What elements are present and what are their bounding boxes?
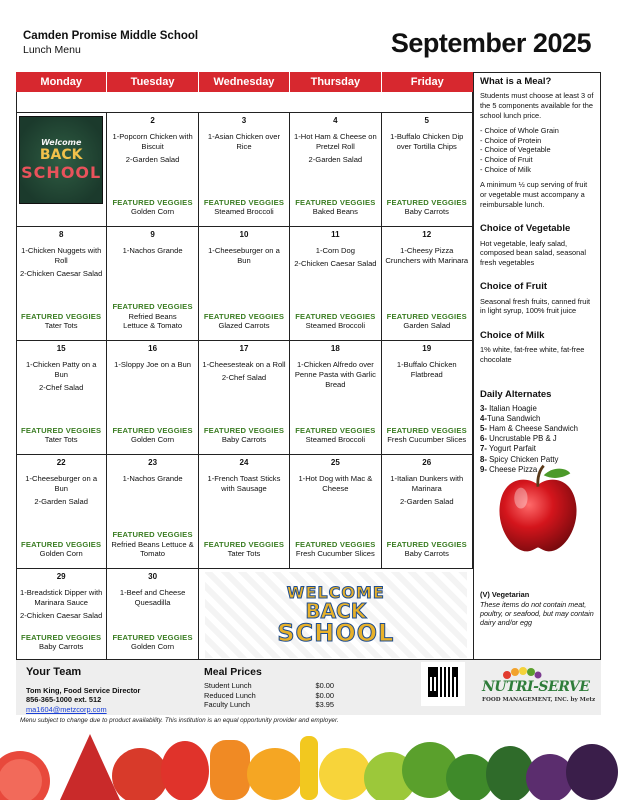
week-row	[16, 227, 473, 341]
featured-veggies-label: FEATURED VEGGIES	[386, 539, 467, 549]
menu-item: 1-Nachos Grande	[122, 246, 183, 256]
footer-bar	[16, 660, 601, 715]
featured-veggies-block	[385, 198, 469, 217]
featured-veggies-block	[110, 198, 194, 217]
date-number: 5	[424, 116, 429, 125]
weekday-monday: Monday	[16, 72, 107, 92]
banner-school: SCHOOL	[277, 619, 395, 647]
day-cell	[107, 113, 198, 226]
menu-subtitle: Lunch Menu	[23, 44, 81, 56]
day-cell	[382, 341, 473, 454]
alternate-name: Yogurt Parfait	[486, 444, 536, 454]
sidebar	[473, 72, 601, 660]
alternate-number: 5-	[480, 424, 487, 434]
week-row	[16, 455, 473, 569]
alternate-name: Ham & Cheese Sandwich	[486, 424, 578, 434]
date-number: 26	[422, 458, 432, 467]
school-name: Camden Promise Middle School	[23, 30, 199, 42]
featured-veggie: Refried Beans Lettuce & Tomato	[111, 539, 194, 559]
featured-veggies-block	[110, 426, 194, 445]
component-item: - Choice of Fruit	[480, 155, 533, 165]
menu-item: 2-Garden Salad	[34, 496, 88, 506]
menu-item: 1-Asian Chicken over Rice	[207, 132, 281, 151]
menu-item: 1-French Toast Sticks with Sausage	[207, 474, 281, 493]
featured-veggie: Golden Corn	[131, 207, 175, 217]
menu-item: 1-Popcorn Chicken with Biscuit	[112, 132, 193, 151]
price-row	[204, 691, 334, 701]
vegetarian-note	[480, 590, 596, 628]
team-title: Your Team	[26, 666, 82, 678]
component-item: - Choice of Milk	[480, 164, 531, 174]
menu-item: 2-Chicken Caesar Salad	[20, 268, 103, 278]
banner-back: BACK	[305, 599, 367, 623]
featured-veggies-label: FEATURED VEGGIES	[386, 311, 467, 321]
date-number: 25	[330, 458, 340, 467]
welcome-back-banner	[199, 569, 473, 661]
featured-veggies-label: FEATURED VEGGIES	[112, 632, 193, 642]
featured-veggies-block	[293, 312, 377, 331]
vegetarian-title: (V) Vegetarian	[480, 590, 530, 599]
menu-item: 1-Chicken Patty on a Bun	[25, 360, 97, 379]
price-list	[204, 681, 334, 710]
alternate-item	[480, 414, 595, 424]
featured-veggie: Lettuce & Tomato	[123, 321, 183, 331]
day-cell	[16, 455, 107, 568]
day-cell	[382, 455, 473, 568]
featured-veggie: Tater Tots	[44, 435, 78, 445]
banner-image	[205, 572, 467, 658]
featured-veggie: Steamed Broccoli	[305, 321, 366, 331]
chalkboard-welcome: Welcome	[40, 138, 82, 147]
date-number: 15	[56, 344, 66, 353]
component-item: - Choice of Protein	[480, 135, 542, 145]
chalkboard-school: SCHOOL	[21, 163, 102, 182]
weekday-friday: Friday	[382, 72, 473, 92]
date-number: 29	[56, 572, 66, 581]
header-spacer-row	[16, 92, 473, 113]
team-phone: 856-365-1000 ext. 512	[26, 695, 102, 704]
featured-veggies-label: FEATURED VEGGIES	[295, 425, 376, 435]
menu-item: 1-Sloppy Joe on a Bun	[114, 360, 191, 370]
day-cell	[199, 455, 290, 568]
alternate-name: Italian Hoagie	[486, 403, 537, 413]
featured-veggies-label: FEATURED VEGGIES	[203, 311, 285, 321]
menu-item: 1-Hot Dog with Mac & Cheese	[298, 474, 373, 493]
featured-veggies-label: FEATURED VEGGIES	[386, 197, 467, 207]
month-title: September 2025	[390, 28, 591, 58]
price-value: $0.00	[315, 681, 334, 690]
component-item: - Choice of Vegetable	[480, 145, 551, 155]
featured-veggie: Glazed Carrots	[218, 321, 270, 331]
day-cell	[199, 341, 290, 454]
featured-veggies-block	[293, 426, 377, 445]
chalkboard-image	[19, 116, 103, 204]
day-cell	[16, 227, 107, 340]
meal-title: What is a Meal?	[480, 76, 552, 87]
featured-veggie: Baby Carrots	[39, 642, 84, 652]
vegetarian-text: These items do not contain meat, poultry, or seafood, but may contain dairy and/or egg	[480, 599, 594, 628]
day-cell	[16, 341, 107, 454]
alternate-number: 6-	[480, 434, 487, 444]
components-list	[480, 126, 595, 174]
week-row	[16, 569, 473, 661]
alternate-number: 9-	[480, 464, 487, 474]
day-cell	[107, 455, 198, 568]
alternate-number: 8-	[480, 454, 487, 464]
alternate-item	[480, 424, 595, 434]
week-row	[16, 341, 473, 455]
alternate-number: 7-	[480, 444, 487, 454]
date-number: 9	[150, 230, 155, 239]
featured-veggies-label: FEATURED VEGGIES	[295, 311, 376, 321]
featured-veggies-block	[202, 198, 286, 217]
price-value: $0.00	[315, 690, 334, 700]
date-number: 22	[56, 458, 66, 467]
produce-border-image	[0, 726, 618, 800]
featured-veggie: Golden Corn	[131, 435, 175, 445]
featured-veggies-block	[19, 540, 103, 559]
logo-dots-icon	[502, 666, 542, 680]
day-cell	[290, 455, 381, 568]
featured-veggies-label: FEATURED VEGGIES	[203, 539, 285, 549]
prices-title: Meal Prices	[204, 666, 262, 678]
logo-subtitle: FOOD MANAGEMENT, INC. by Metz	[482, 697, 596, 703]
menu-item: 1-Cheeseburger on a Bun	[25, 474, 98, 493]
featured-veggies-label: FEATURED VEGGIES	[112, 301, 193, 311]
featured-veggies-label: FEATURED VEGGIES	[295, 539, 376, 549]
menu-item: 1-Italian Dunkers with Marinara	[390, 474, 464, 493]
date-number: 11	[331, 230, 340, 239]
featured-veggies-label: FEATURED VEGGIES	[21, 425, 102, 435]
date-number: 10	[239, 230, 249, 239]
alternate-number: 4-	[480, 414, 487, 424]
featured-veggie: Fresh Cucumber Slices	[295, 549, 375, 559]
price-label: Faculty Lunch	[204, 700, 251, 710]
disclaimer: Menu subject to change due to product availability. This institution is an equal opportunity provider and employer.	[20, 717, 339, 724]
alternate-name: Spicy Chicken Patty	[486, 454, 559, 464]
day-cell	[16, 569, 107, 661]
weekday-wednesday: Wednesday	[199, 72, 290, 92]
date-number: 12	[422, 230, 432, 239]
featured-veggie: Tater Tots	[227, 549, 261, 559]
price-row	[204, 700, 334, 710]
menu-item: 2-Chicken Caesar Salad	[294, 258, 377, 268]
featured-veggie: Baked Beans	[312, 207, 358, 217]
alternates-title: Daily Alternates	[480, 388, 552, 400]
menu-item: 1-Breadstick Dipper with Marinara Sauce	[20, 588, 103, 607]
weekday-thursday: Thursday	[290, 72, 381, 92]
menu-item: 2-Chef Salad	[39, 382, 84, 392]
day-cell	[107, 569, 198, 661]
day-cell	[107, 227, 198, 340]
menu-item: 2-Chef Salad	[221, 372, 267, 382]
menu-item: 1-Hot Ham & Cheese on Pretzel Roll	[294, 132, 377, 151]
chalkboard-back: BACK	[39, 147, 83, 163]
featured-veggies-label: FEATURED VEGGIES	[21, 311, 102, 321]
price-value: $3.95	[315, 700, 334, 710]
featured-veggies-label: FEATURED VEGGIES	[21, 632, 102, 642]
featured-veggies-block	[385, 426, 469, 445]
featured-veggie: Baby Carrots	[221, 435, 267, 445]
featured-veggies-label: FEATURED VEGGIES	[21, 539, 102, 549]
qr-code-icon[interactable]	[426, 665, 460, 699]
featured-veggies-block	[19, 633, 103, 652]
milk-text: 1% white, fat-free white, fat-free chocolate	[480, 345, 585, 364]
featured-veggies-block	[110, 302, 194, 331]
price-row	[204, 681, 334, 691]
weekday-header	[16, 72, 473, 92]
featured-veggies-label: FEATURED VEGGIES	[112, 197, 193, 207]
featured-veggies-block	[202, 540, 286, 559]
featured-veggies-label: FEATURED VEGGIES	[203, 197, 285, 207]
featured-veggie: Baby Carrots	[404, 549, 449, 559]
featured-veggies-block	[110, 530, 194, 559]
alternate-number: 3-	[480, 403, 487, 413]
menu-item: 1-Chicken Alfredo over Penne Pasta with Garlic Bread	[294, 360, 376, 389]
featured-veggie: Garden Salad	[403, 321, 451, 331]
milk-title: Choice of Milk	[480, 330, 545, 342]
vegetable-title: Choice of Vegetable	[480, 223, 571, 235]
apple-icon	[490, 462, 586, 557]
calendar-grid	[16, 72, 473, 661]
component-item: - Choice of Whole Grain	[480, 126, 559, 136]
menu-item: 1-Buffalo Chicken Dip over Tortilla Chips	[390, 132, 464, 151]
date-number: 2	[150, 116, 155, 125]
price-label: Student Lunch	[204, 681, 252, 690]
fruit-text: Seasonal fresh fruits, canned fruit in light syrup, 100% fruit juice	[480, 296, 591, 316]
menu-item: 2-Garden Salad	[308, 154, 363, 164]
date-number: 18	[330, 344, 340, 353]
team-director: Tom King, Food Service Director	[26, 686, 141, 695]
menu-item: 1-Nachos Grande	[122, 474, 183, 484]
featured-veggie: Baby Carrots	[404, 207, 449, 217]
date-number: 30	[148, 572, 158, 581]
featured-veggie: Steamed Broccoli	[305, 435, 366, 445]
menu-item: 1-Cheesesteak on a Roll	[202, 360, 286, 370]
featured-veggie: Tater Tots	[44, 321, 78, 331]
nutri-serve-logo: NUTRI-SERVE	[482, 679, 590, 695]
fruit-title: Choice of Fruit	[480, 281, 548, 293]
featured-veggies-label: FEATURED VEGGIES	[386, 425, 467, 435]
alternate-item	[480, 444, 595, 454]
featured-veggies-block	[293, 540, 377, 559]
featured-veggie: Refried Beans	[128, 311, 177, 321]
menu-item: 1-Cheeseburger on a Bun	[208, 246, 280, 265]
day-cell	[199, 113, 290, 226]
featured-veggies-block	[202, 426, 286, 445]
date-number: 19	[422, 344, 432, 353]
date-number: 24	[239, 458, 249, 467]
alternate-name: Cheese Pizza	[486, 464, 538, 474]
alternate-name: Tuna Sandwich	[486, 414, 541, 424]
featured-veggies-label: FEATURED VEGGIES	[112, 425, 193, 435]
featured-veggies-block	[19, 426, 103, 445]
featured-veggie: Steamed Broccoli	[214, 207, 274, 217]
date-number: 4	[333, 116, 338, 125]
featured-veggies-block	[110, 633, 194, 652]
featured-veggies-block	[293, 198, 377, 217]
menu-item: 2-Garden Salad	[399, 496, 454, 506]
banner-welcome: WELCOME	[286, 583, 385, 602]
back-to-school-chalkboard	[16, 113, 107, 226]
menu-item: 1-Cheesy Pizza Crunchers with Marinara	[385, 246, 469, 265]
menu-item: 1-Beef and Cheese Quesadilla	[119, 588, 186, 607]
featured-veggies-label: FEATURED VEGGIES	[295, 197, 376, 207]
alternate-item	[480, 434, 595, 444]
featured-veggies-label: FEATURED VEGGIES	[203, 425, 285, 435]
day-cell	[290, 227, 381, 340]
featured-veggies-block	[385, 540, 469, 559]
featured-veggies-block	[19, 312, 103, 331]
featured-veggie: Fresh Cucumber Slices	[387, 435, 467, 445]
menu-item: 1-Corn Dog	[315, 246, 355, 256]
featured-veggies-block	[385, 312, 469, 331]
menu-item: 1-Buffalo Chicken Flatbread	[396, 360, 457, 379]
price-label: Reduced Lunch	[204, 690, 256, 700]
date-number: 16	[148, 344, 158, 353]
day-cell	[290, 341, 381, 454]
weekday-tuesday: Tuesday	[107, 72, 198, 92]
minimum-text: A minimum ½ cup serving of fruit or vegetable must accompany a reimbursable lunch.	[480, 180, 588, 209]
meal-text: Students must choose at least 3 of the 5 components available for the school lunch price.	[480, 91, 594, 120]
date-number: 3	[241, 116, 247, 125]
day-cell	[199, 227, 290, 340]
featured-veggies-label: FEATURED VEGGIES	[112, 529, 193, 539]
day-cell	[382, 113, 473, 226]
date-number: 23	[148, 458, 158, 467]
date-number: 8	[58, 230, 64, 239]
team-email-link[interactable]: ma1604@metzcorp.com	[26, 705, 107, 714]
featured-veggie: Golden Corn	[131, 642, 175, 652]
date-number: 17	[239, 344, 249, 353]
featured-veggie: Golden Corn	[39, 549, 83, 559]
day-cell	[290, 113, 381, 226]
day-cell	[382, 227, 473, 340]
menu-item: 2-Chicken Caesar Salad	[20, 610, 103, 620]
alternate-item	[480, 404, 595, 414]
alternate-name: Uncrustable PB & J	[486, 434, 557, 444]
week-row	[16, 113, 473, 227]
day-cell	[107, 341, 198, 454]
featured-veggies-block	[202, 312, 286, 331]
menu-item: 2-Garden Salad	[125, 154, 180, 164]
vegetable-text: Hot vegetable, leafy salad, composed bean salad, seasonal fresh vegetables	[480, 238, 587, 267]
menu-item: 1-Chicken Nuggets with Roll	[21, 246, 102, 265]
